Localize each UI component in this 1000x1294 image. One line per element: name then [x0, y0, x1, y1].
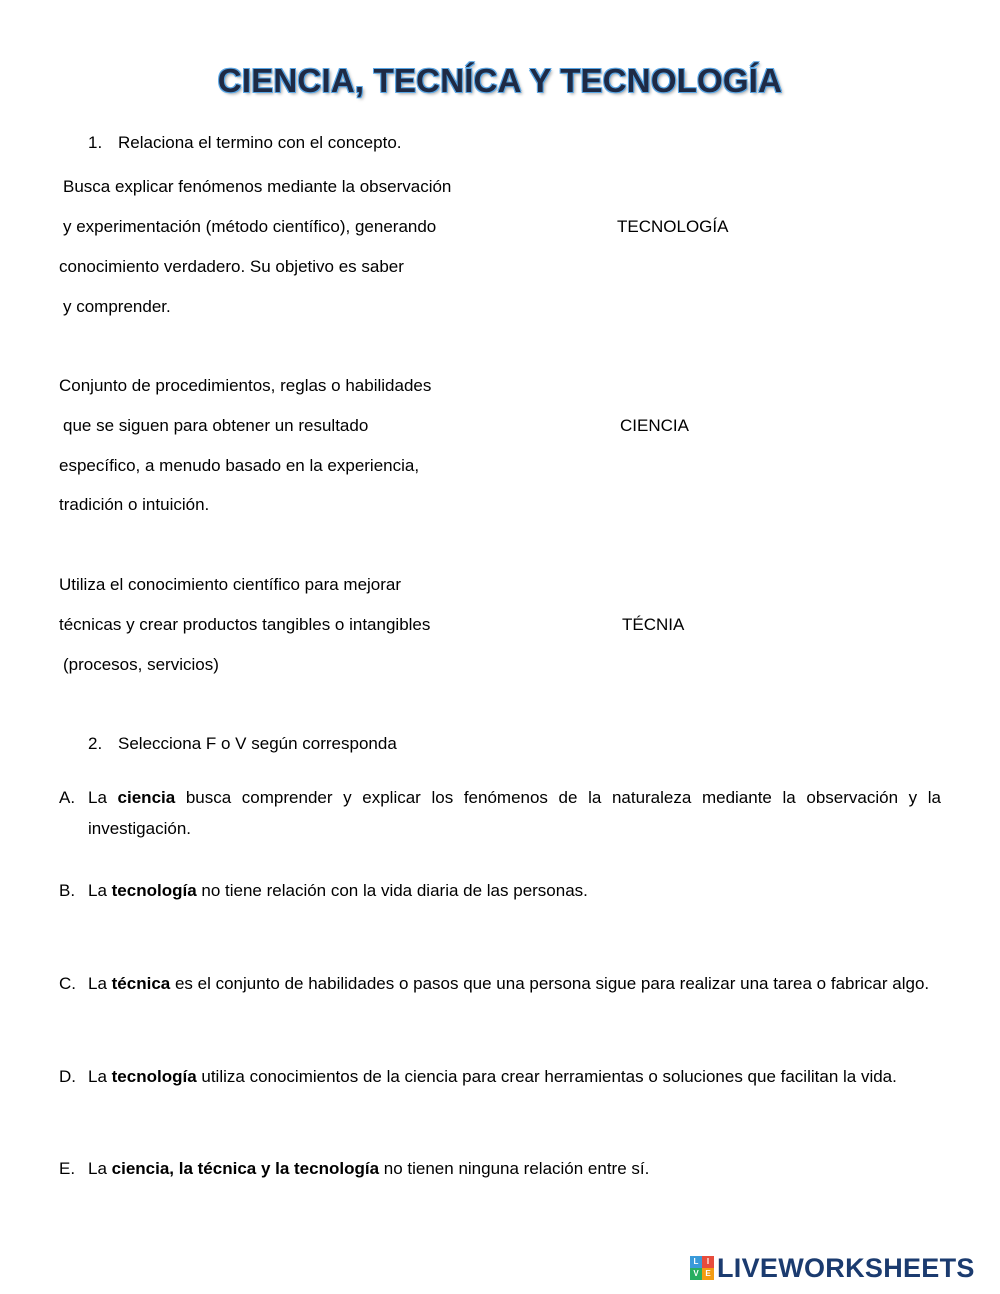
- statement-b[interactable]: [59, 875, 941, 906]
- definition-line: que se siguen para obtener un resultado: [63, 416, 369, 435]
- liveworksheets-icon: [690, 1256, 714, 1280]
- statement-letter: B.: [59, 881, 76, 900]
- statement-text: La: [88, 788, 118, 807]
- term-tecnia[interactable]: TÉCNIA: [622, 615, 685, 634]
- question-1-prompt: Relaciona el termino con el concepto.: [118, 133, 402, 152]
- statement-e[interactable]: [59, 1153, 941, 1184]
- definition-line: específico, a menudo basado en la experiencia,: [59, 456, 420, 475]
- definition-line: conocimiento verdadero. Su objetivo es saber: [59, 257, 404, 276]
- statement-c[interactable]: [59, 968, 941, 999]
- statement-letter: C.: [59, 974, 76, 993]
- term-tecnologia[interactable]: TECNOLOGÍA: [617, 217, 729, 236]
- logo-letter: I: [702, 1256, 714, 1268]
- definition-line: (procesos, servicios): [63, 655, 219, 674]
- logo-letter: E: [702, 1268, 714, 1280]
- statement-text: busca comprender y explicar los fenómenos de la naturaleza mediante la observación y la investigación.: [88, 788, 942, 838]
- statement-keyword: técnica: [111, 974, 171, 993]
- statement-text: La: [88, 1067, 112, 1086]
- statement-d[interactable]: [59, 1061, 941, 1092]
- definition-line: Conjunto de procedimientos, reglas o habilidades: [59, 376, 432, 395]
- question-1-number: 1.: [88, 133, 103, 152]
- statement-keyword: tecnología: [111, 1067, 197, 1086]
- definition-line: Utiliza el conocimiento científico para mejorar: [59, 575, 402, 594]
- statement-letter: A.: [59, 788, 76, 807]
- definition-line: y comprender.: [63, 297, 171, 316]
- page-title: CIENCIA, TECNÍCA Y TECNOLOGÍA: [217, 62, 783, 99]
- term-ciencia[interactable]: CIENCIA: [620, 416, 689, 435]
- statement-text: no tienen ninguna relación entre sí.: [379, 1159, 650, 1178]
- statement-keyword: ciencia: [117, 788, 176, 807]
- logo-letter: L: [690, 1256, 702, 1268]
- statement-text: La: [88, 974, 112, 993]
- statement-text: La: [88, 1159, 112, 1178]
- statement-keyword: ciencia, la técnica y la tecnología: [111, 1159, 380, 1178]
- statement-text: no tiene relación con la vida diaria de las personas.: [196, 881, 588, 900]
- statement-text: utiliza conocimientos de la ciencia para crear herramientas o soluciones que facilitan la vida.: [196, 1067, 897, 1086]
- definition-line: tradición o intuición.: [59, 495, 210, 514]
- statement-text: La: [88, 881, 112, 900]
- question-2-prompt: Selecciona F o V según corresponda: [118, 734, 397, 753]
- brand-name: LIVEWORKSHEETS: [717, 1252, 975, 1283]
- logo-letter: V: [690, 1268, 702, 1280]
- question-2-number: 2.: [88, 734, 103, 753]
- statement-a[interactable]: [59, 782, 941, 844]
- liveworksheets-logo: [690, 1252, 975, 1284]
- statement-letter: E.: [59, 1159, 76, 1178]
- statement-letter: D.: [59, 1067, 76, 1086]
- statement-text: es el conjunto de habilidades o pasos que una persona sigue para realizar una tarea o fabricar algo.: [170, 974, 930, 993]
- definition-line: Busca explicar fenómenos mediante la observación: [63, 177, 452, 196]
- statement-keyword: tecnología: [111, 881, 197, 900]
- definition-line: técnicas y crear productos tangibles o intangibles: [59, 615, 431, 634]
- definition-line: y experimentación (método científico), generando: [63, 217, 437, 236]
